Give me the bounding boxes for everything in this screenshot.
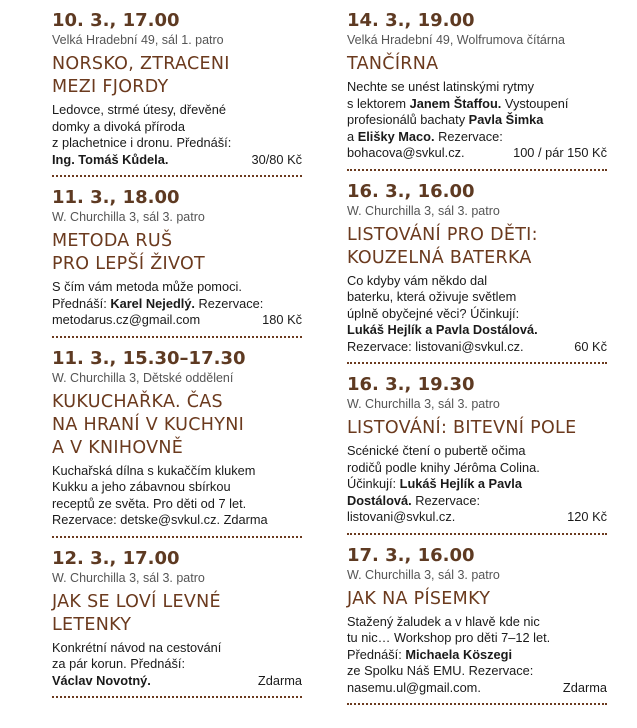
event-listing bbox=[52, 538, 302, 699]
event-description bbox=[347, 614, 607, 697]
event-price: 100 / pár 150 Kč bbox=[513, 145, 607, 160]
event-date: 11. 3., 15.30–17.30 bbox=[52, 347, 246, 369]
event-date: 16. 3., 16.00 bbox=[347, 180, 475, 202]
event-title bbox=[52, 591, 302, 637]
event-listing bbox=[347, 364, 607, 535]
event-description bbox=[347, 273, 607, 356]
event-description-line: Přednáší: Karel Nejedlý. Rezervace: bbox=[52, 295, 264, 311]
event-date: 16. 3., 19.30 bbox=[347, 374, 475, 395]
event-title-line: JAK NA PÍSEMKY bbox=[347, 588, 491, 609]
event-title bbox=[52, 391, 302, 460]
event-description-line: Konkrétní návod na cestování bbox=[52, 639, 222, 655]
event-footer-row bbox=[347, 680, 607, 697]
event-date: 17. 3., 16.00 bbox=[347, 544, 475, 566]
event-footer-text: metodarus.cz@gmail.com bbox=[52, 312, 201, 327]
event-footer-text: listovani@svkul.cz. bbox=[347, 509, 456, 524]
event-description-line: Ledovce, strmé útesy, dřevěné bbox=[52, 102, 227, 117]
event-description bbox=[52, 640, 302, 690]
event-description-line: Nechte se unést latinskými rytmy bbox=[347, 79, 535, 94]
event-footer-text: bohacova@svkul.cz. bbox=[347, 145, 465, 160]
event-listing bbox=[347, 535, 607, 706]
event-title-line: MEZI FJORDY bbox=[52, 77, 169, 97]
event-venue: W. Churchilla 3, sál 3. patro bbox=[52, 210, 205, 224]
event-listing bbox=[52, 0, 302, 177]
event-venue: Velká Hradební 49, Wolfrumova čítárna bbox=[347, 33, 565, 47]
event-footer-row bbox=[347, 145, 607, 162]
event-price: 30/80 Kč bbox=[251, 151, 302, 167]
event-footer-row bbox=[52, 512, 302, 529]
event-description-line: profesionálů bachaty Pavla Šimka bbox=[347, 112, 544, 127]
event-date: 14. 3., 19.00 bbox=[347, 10, 475, 31]
event-description bbox=[347, 79, 607, 162]
event-date: 12. 3., 17.00 bbox=[52, 547, 180, 569]
event-description-line: z plachetnice i dronu. Přednáší: bbox=[52, 135, 232, 150]
event-description-line: Co kdyby vám někdo dal bbox=[347, 272, 488, 288]
event-price: Zdarma bbox=[562, 679, 607, 695]
event-date: 10. 3., 17.00 bbox=[52, 10, 180, 31]
event-description-line: Účinkují: Lukáš Hejlík a Pavla bbox=[347, 476, 522, 491]
event-description-line: receptů ze světa. Pro děti od 7 let. bbox=[52, 495, 247, 511]
event-footer-row bbox=[347, 509, 607, 526]
event-title-line: LISTOVÁNÍ: BITEVNÍ POLE bbox=[347, 418, 577, 438]
event-title-line: PRO LEPŠÍ ŽIVOT bbox=[52, 254, 206, 274]
event-description-line: za pár korun. Přednáší: bbox=[52, 656, 186, 671]
left-column bbox=[52, 0, 302, 698]
event-date: 11. 3., 18.00 bbox=[52, 187, 180, 208]
event-venue: W. Churchilla 3, sál 3. patro bbox=[347, 567, 500, 582]
event-footer-row bbox=[347, 339, 607, 356]
right-column bbox=[347, 0, 607, 705]
event-title bbox=[52, 53, 302, 99]
event-footer-text: Rezervace: detske@svkul.cz. Zdarma bbox=[52, 512, 268, 527]
event-description-line: S čím vám metoda může pomoci. bbox=[52, 279, 242, 294]
event-footer-text: Ing. Tomáš Kůdela. bbox=[52, 151, 169, 167]
event-venue: Velká Hradební 49, sál 1. patro bbox=[52, 33, 224, 47]
event-title bbox=[347, 588, 607, 611]
event-description-line: úplně obyčejné věci? Účinkují: bbox=[347, 305, 520, 321]
event-description-line: ze Spolku Náš EMU. Rezervace: bbox=[347, 663, 534, 678]
event-footer-text: Václav Novotný. bbox=[52, 672, 151, 688]
event-description-line: Scénické čtení o pubertě očima bbox=[347, 443, 526, 458]
event-description-line: Kukku a jeho zábavnou sbírkou bbox=[52, 479, 231, 494]
event-description bbox=[347, 443, 607, 526]
event-description-line: tu nic… Workshop pro děti 7–12 let. bbox=[347, 630, 551, 645]
event-price: 180 Kč bbox=[262, 312, 302, 327]
event-venue: W. Churchilla 3, sál 3. patro bbox=[347, 397, 500, 411]
event-title bbox=[347, 224, 607, 270]
event-title bbox=[347, 417, 607, 440]
event-listing bbox=[347, 0, 607, 171]
event-title-line: NORSKO, ZTRACENI bbox=[52, 54, 230, 74]
event-description-line: Lukáš Hejlík a Pavla Dostálová. bbox=[347, 322, 538, 337]
event-footer-row bbox=[52, 312, 302, 329]
event-description bbox=[52, 463, 302, 529]
event-title bbox=[52, 230, 302, 276]
event-description-line: domky a divoká příroda bbox=[52, 118, 186, 134]
event-title-line: KOUZELNÁ BATERKA bbox=[347, 247, 532, 268]
event-title-line: METODA RUŠ bbox=[52, 231, 173, 251]
event-title-line: LETENKY bbox=[52, 614, 132, 635]
event-listing bbox=[52, 338, 302, 538]
dotted-divider bbox=[347, 703, 607, 705]
event-footer-text: nasemu.ul@gmail.com. bbox=[347, 679, 481, 695]
event-title-line: A V KNIHOVNĚ bbox=[52, 437, 184, 458]
event-description-line: Kuchařská dílna s kukaččím klukem bbox=[52, 462, 256, 478]
event-listing bbox=[347, 171, 607, 365]
event-description-line: s lektorem Janem Štaffou. Vystoupení bbox=[347, 95, 569, 111]
event-description-line: rodičů podle knihy Jérôma Colina. bbox=[347, 459, 540, 475]
event-description-line: Dostálová. Rezervace: bbox=[347, 492, 480, 508]
event-description-line: baterku, která oživuje světlem bbox=[347, 289, 517, 304]
event-description bbox=[52, 102, 302, 168]
event-description-line: Přednáší: Michaela Köszegi bbox=[347, 646, 513, 662]
event-footer-text: Rezervace: listovani@svkul.cz. bbox=[347, 338, 524, 354]
event-listing bbox=[52, 177, 302, 338]
event-description bbox=[52, 279, 302, 329]
event-title bbox=[347, 53, 607, 76]
event-description-line: a Elišky Maco. Rezervace: bbox=[347, 128, 503, 144]
event-title-line: TANČÍRNA bbox=[347, 54, 439, 74]
event-title-line: LISTOVÁNÍ PRO DĚTI: bbox=[347, 224, 538, 245]
event-title-line: NA HRANÍ V KUCHYNI bbox=[52, 414, 245, 435]
event-description-line: Stažený žaludek a v hlavě kde nic bbox=[347, 613, 540, 629]
event-venue: W. Churchilla 3, sál 3. patro bbox=[52, 570, 205, 585]
event-price: 60 Kč bbox=[574, 338, 607, 354]
event-venue: W. Churchilla 3, sál 3. patro bbox=[347, 203, 500, 218]
event-venue: W. Churchilla 3, Dětské oddělení bbox=[52, 370, 234, 385]
event-price: 120 Kč bbox=[567, 509, 607, 524]
event-footer-row bbox=[52, 152, 302, 169]
event-footer-row bbox=[52, 673, 302, 690]
event-price: Zdarma bbox=[257, 672, 302, 688]
event-title-line: KUKUCHAŘKA. ČAS bbox=[52, 391, 223, 412]
event-title-line: JAK SE LOVÍ LEVNÉ bbox=[52, 591, 221, 612]
dotted-divider bbox=[52, 696, 302, 698]
